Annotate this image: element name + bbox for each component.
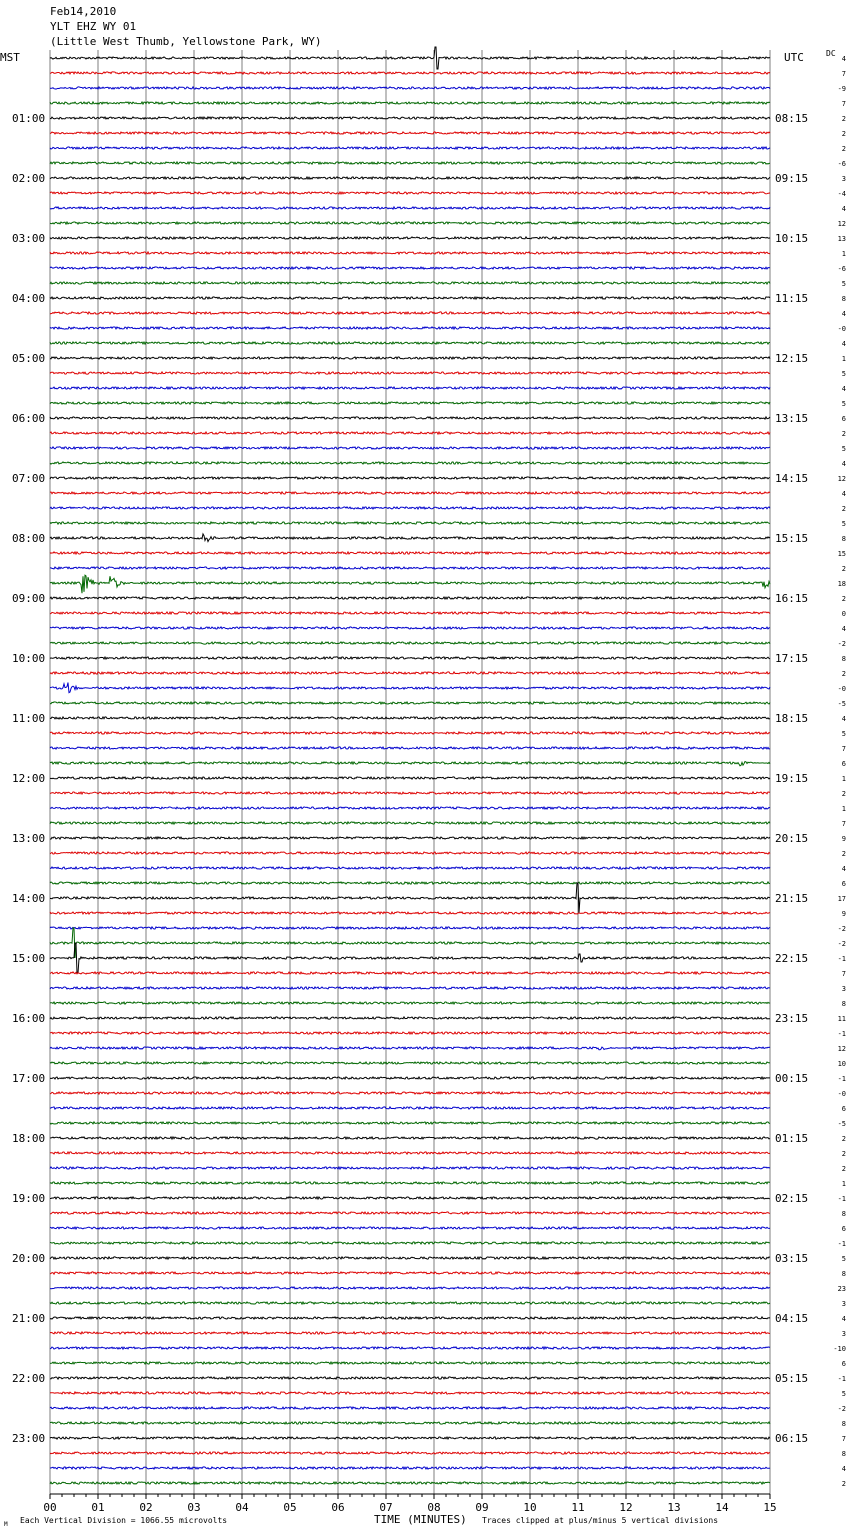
left-hour-label: 17:00 <box>12 1072 46 1085</box>
footer-scale-note: Each Vertical Division = 1066.55 microvolts <box>20 1516 228 1525</box>
dc-offset-label: -1 <box>837 1240 846 1248</box>
dc-offset-label: 2 <box>841 1165 846 1173</box>
right-hour-label: 20:15 <box>775 832 809 845</box>
right-hour-label: 19:15 <box>775 772 809 785</box>
x-tick-label: 07 <box>379 1501 393 1514</box>
dc-offset-label: 12 <box>837 475 846 483</box>
right-hour-label: 04:15 <box>775 1312 809 1325</box>
dc-offset-label: 23 <box>837 1285 846 1293</box>
dc-offset-label: -0 <box>837 325 846 333</box>
x-tick-label: 08 <box>427 1501 441 1514</box>
dc-offset-label: 4 <box>841 865 846 873</box>
dc-offset-label: 4 <box>841 1465 846 1473</box>
dc-offset-label: 6 <box>841 415 846 423</box>
dc-offset-label: 4 <box>841 625 846 633</box>
dc-offset-label: 2 <box>841 790 846 798</box>
left-hour-label: 13:00 <box>12 832 46 845</box>
dc-offset-label: 6 <box>841 1360 846 1368</box>
left-hour-label: 21:00 <box>12 1312 46 1325</box>
dc-offset-label: 1 <box>841 355 846 363</box>
dc-offset-label: 4 <box>841 205 846 213</box>
dc-offset-label: 8 <box>841 1420 846 1428</box>
x-axis-title: TIME (MINUTES) <box>374 1513 467 1526</box>
footer-corner-mark: M <box>4 1521 8 1528</box>
dc-offset-label: 1 <box>841 775 846 783</box>
header-location: (Little West Thumb, Yellowstone Park, WY) <box>50 35 322 48</box>
footer-clip-note: Traces clipped at plus/minus 5 vertical divisions <box>482 1516 719 1525</box>
dc-offset-label: 2 <box>841 595 846 603</box>
dc-offset-label: 5 <box>841 370 846 378</box>
right-hour-label: 03:15 <box>775 1252 809 1265</box>
dc-offset-label: 3 <box>841 175 846 183</box>
dc-offset-label: 2 <box>841 130 846 138</box>
dc-offset-label: 7 <box>841 100 846 108</box>
dc-offset-label: 5 <box>841 1390 846 1398</box>
left-hour-label: 14:00 <box>12 892 46 905</box>
right-timezone-label: UTC <box>784 51 804 64</box>
dc-offset-label: 3 <box>841 1330 846 1338</box>
dc-offset-label: 5 <box>841 730 846 738</box>
left-hour-label: 03:00 <box>12 232 46 245</box>
dc-offset-label: 7 <box>841 70 846 78</box>
dc-offset-label: 7 <box>841 745 846 753</box>
dc-offset-label: 10 <box>837 1060 846 1068</box>
dc-offset-label: -2 <box>837 940 846 948</box>
dc-offset-label: 8 <box>841 535 846 543</box>
dc-offset-label: 9 <box>841 835 846 843</box>
right-hour-label: 17:15 <box>775 652 809 665</box>
right-hour-label: 11:15 <box>775 292 809 305</box>
dc-offset-label: 2 <box>841 565 846 573</box>
right-hour-label: 16:15 <box>775 592 809 605</box>
dc-header-label: DC <box>826 49 836 58</box>
x-tick-label: 13 <box>667 1501 681 1514</box>
dc-offset-label: 2 <box>841 430 846 438</box>
right-hour-label: 09:15 <box>775 172 809 185</box>
right-hour-label: 01:15 <box>775 1132 809 1145</box>
dc-offset-label: 12 <box>837 220 846 228</box>
dc-offset-label: 8 <box>841 1270 846 1278</box>
dc-offset-label: 6 <box>841 1225 846 1233</box>
dc-offset-label: 8 <box>841 655 846 663</box>
left-hour-label: 22:00 <box>12 1372 46 1385</box>
dc-offset-label: 0 <box>841 610 846 618</box>
dc-offset-label: 4 <box>841 55 846 63</box>
left-hour-label: 18:00 <box>12 1132 46 1145</box>
dc-offset-label: -0 <box>837 1090 846 1098</box>
right-hour-label: 14:15 <box>775 472 809 485</box>
x-tick-label: 05 <box>283 1501 297 1514</box>
dc-offset-label: 5 <box>841 280 846 288</box>
dc-offset-label: 8 <box>841 295 846 303</box>
dc-offset-label: -10 <box>833 1345 846 1353</box>
left-hour-label: 05:00 <box>12 352 46 365</box>
left-hour-label: 10:00 <box>12 652 46 665</box>
dc-offset-label: 3 <box>841 985 846 993</box>
dc-offset-label: -1 <box>837 1375 846 1383</box>
left-hour-label: 08:00 <box>12 532 46 545</box>
dc-offset-label: 6 <box>841 1105 846 1113</box>
dc-offset-label: 2 <box>841 1135 846 1143</box>
dc-offset-label: 4 <box>841 715 846 723</box>
right-hour-label: 02:15 <box>775 1192 809 1205</box>
left-hour-label: 06:00 <box>12 412 46 425</box>
dc-offset-label: 8 <box>841 1450 846 1458</box>
dc-offset-label: -1 <box>837 1030 846 1038</box>
right-hour-label: 18:15 <box>775 712 809 725</box>
dc-offset-label: -2 <box>837 640 846 648</box>
x-tick-label: 10 <box>523 1501 537 1514</box>
x-tick-label: 01 <box>91 1501 105 1514</box>
dc-offset-label: -2 <box>837 925 846 933</box>
dc-offset-label: 4 <box>841 340 846 348</box>
dc-offset-label: -0 <box>837 685 846 693</box>
left-hour-label: 19:00 <box>12 1192 46 1205</box>
dc-offset-label: 2 <box>841 1480 846 1488</box>
dc-offset-label: 17 <box>837 895 846 903</box>
x-tick-label: 14 <box>715 1501 729 1514</box>
dc-offset-label: 2 <box>841 115 846 123</box>
dc-offset-label: -5 <box>837 700 846 708</box>
right-hour-label: 23:15 <box>775 1012 809 1025</box>
right-hour-label: 12:15 <box>775 352 809 365</box>
dc-offset-label: 4 <box>841 460 846 468</box>
dc-offset-label: 6 <box>841 880 846 888</box>
x-tick-label: 09 <box>475 1501 489 1514</box>
dc-offset-label: -2 <box>837 1405 846 1413</box>
dc-offset-label: -1 <box>837 1195 846 1203</box>
right-hour-label: 13:15 <box>775 412 809 425</box>
header-station: YLT EHZ WY 01 <box>50 20 137 33</box>
right-hour-label: 05:15 <box>775 1372 809 1385</box>
left-timezone-label: MST <box>0 51 20 64</box>
dc-offset-label: 2 <box>841 850 846 858</box>
right-hour-label: 22:15 <box>775 952 809 965</box>
dc-offset-label: 3 <box>841 1300 846 1308</box>
x-tick-label: 02 <box>139 1501 153 1514</box>
header-date: Feb14,2010 <box>50 5 117 18</box>
x-tick-label: 03 <box>187 1501 201 1514</box>
right-hour-label: 06:15 <box>775 1432 809 1445</box>
dc-offset-label: -5 <box>837 1120 846 1128</box>
dc-offset-label: 5 <box>841 400 846 408</box>
left-hour-label: 01:00 <box>12 112 46 125</box>
dc-offset-label: 2 <box>841 670 846 678</box>
dc-offset-label: -9 <box>837 85 846 93</box>
right-hour-label: 08:15 <box>775 112 809 125</box>
dc-offset-label: 1 <box>841 1180 846 1188</box>
dc-offset-label: 4 <box>841 1315 846 1323</box>
dc-offset-label: -6 <box>837 160 846 168</box>
dc-offset-label: 4 <box>841 385 846 393</box>
dc-offset-label: 12 <box>837 1045 846 1053</box>
dc-offset-label: -6 <box>837 265 846 273</box>
left-hour-label: 04:00 <box>12 292 46 305</box>
x-tick-label: 04 <box>235 1501 249 1514</box>
dc-offset-label: 1 <box>841 805 846 813</box>
dc-offset-label: 11 <box>837 1015 846 1023</box>
x-tick-label: 11 <box>571 1501 585 1514</box>
left-hour-label: 23:00 <box>12 1432 46 1445</box>
dc-offset-label: 15 <box>837 550 846 558</box>
dc-offset-label: 2 <box>841 505 846 513</box>
x-tick-label: 15 <box>763 1501 777 1514</box>
dc-offset-label: 7 <box>841 820 846 828</box>
dc-offset-label: -4 <box>837 190 846 198</box>
left-hour-label: 07:00 <box>12 472 46 485</box>
dc-offset-label: 9 <box>841 910 846 918</box>
dc-offset-label: -1 <box>837 1075 846 1083</box>
right-hour-label: 15:15 <box>775 532 809 545</box>
dc-offset-label: 2 <box>841 145 846 153</box>
dc-offset-label: 5 <box>841 520 846 528</box>
dc-offset-label: 5 <box>841 1255 846 1263</box>
dc-offset-label: 8 <box>841 1210 846 1218</box>
x-tick-label: 00 <box>43 1501 57 1514</box>
dc-offset-label: 13 <box>837 235 846 243</box>
left-hour-label: 20:00 <box>12 1252 46 1265</box>
dc-offset-label: 8 <box>841 1000 846 1008</box>
left-hour-label: 02:00 <box>12 172 46 185</box>
dc-offset-label: 18 <box>837 580 846 588</box>
dc-offset-label: 6 <box>841 760 846 768</box>
dc-offset-label: 7 <box>841 970 846 978</box>
left-hour-label: 12:00 <box>12 772 46 785</box>
right-hour-label: 21:15 <box>775 892 809 905</box>
left-hour-label: 11:00 <box>12 712 46 725</box>
x-tick-label: 06 <box>331 1501 345 1514</box>
dc-offset-label: 4 <box>841 310 846 318</box>
dc-offset-label: 7 <box>841 1435 846 1443</box>
right-hour-label: 00:15 <box>775 1072 809 1085</box>
left-hour-label: 15:00 <box>12 952 46 965</box>
right-hour-label: 10:15 <box>775 232 809 245</box>
left-hour-label: 16:00 <box>12 1012 46 1025</box>
dc-offset-label: 5 <box>841 445 846 453</box>
dc-offset-label: -1 <box>837 955 846 963</box>
dc-offset-label: 2 <box>841 1150 846 1158</box>
dc-offset-label: 1 <box>841 250 846 258</box>
dc-offset-label: 4 <box>841 490 846 498</box>
left-hour-label: 09:00 <box>12 592 46 605</box>
x-tick-label: 12 <box>619 1501 633 1514</box>
